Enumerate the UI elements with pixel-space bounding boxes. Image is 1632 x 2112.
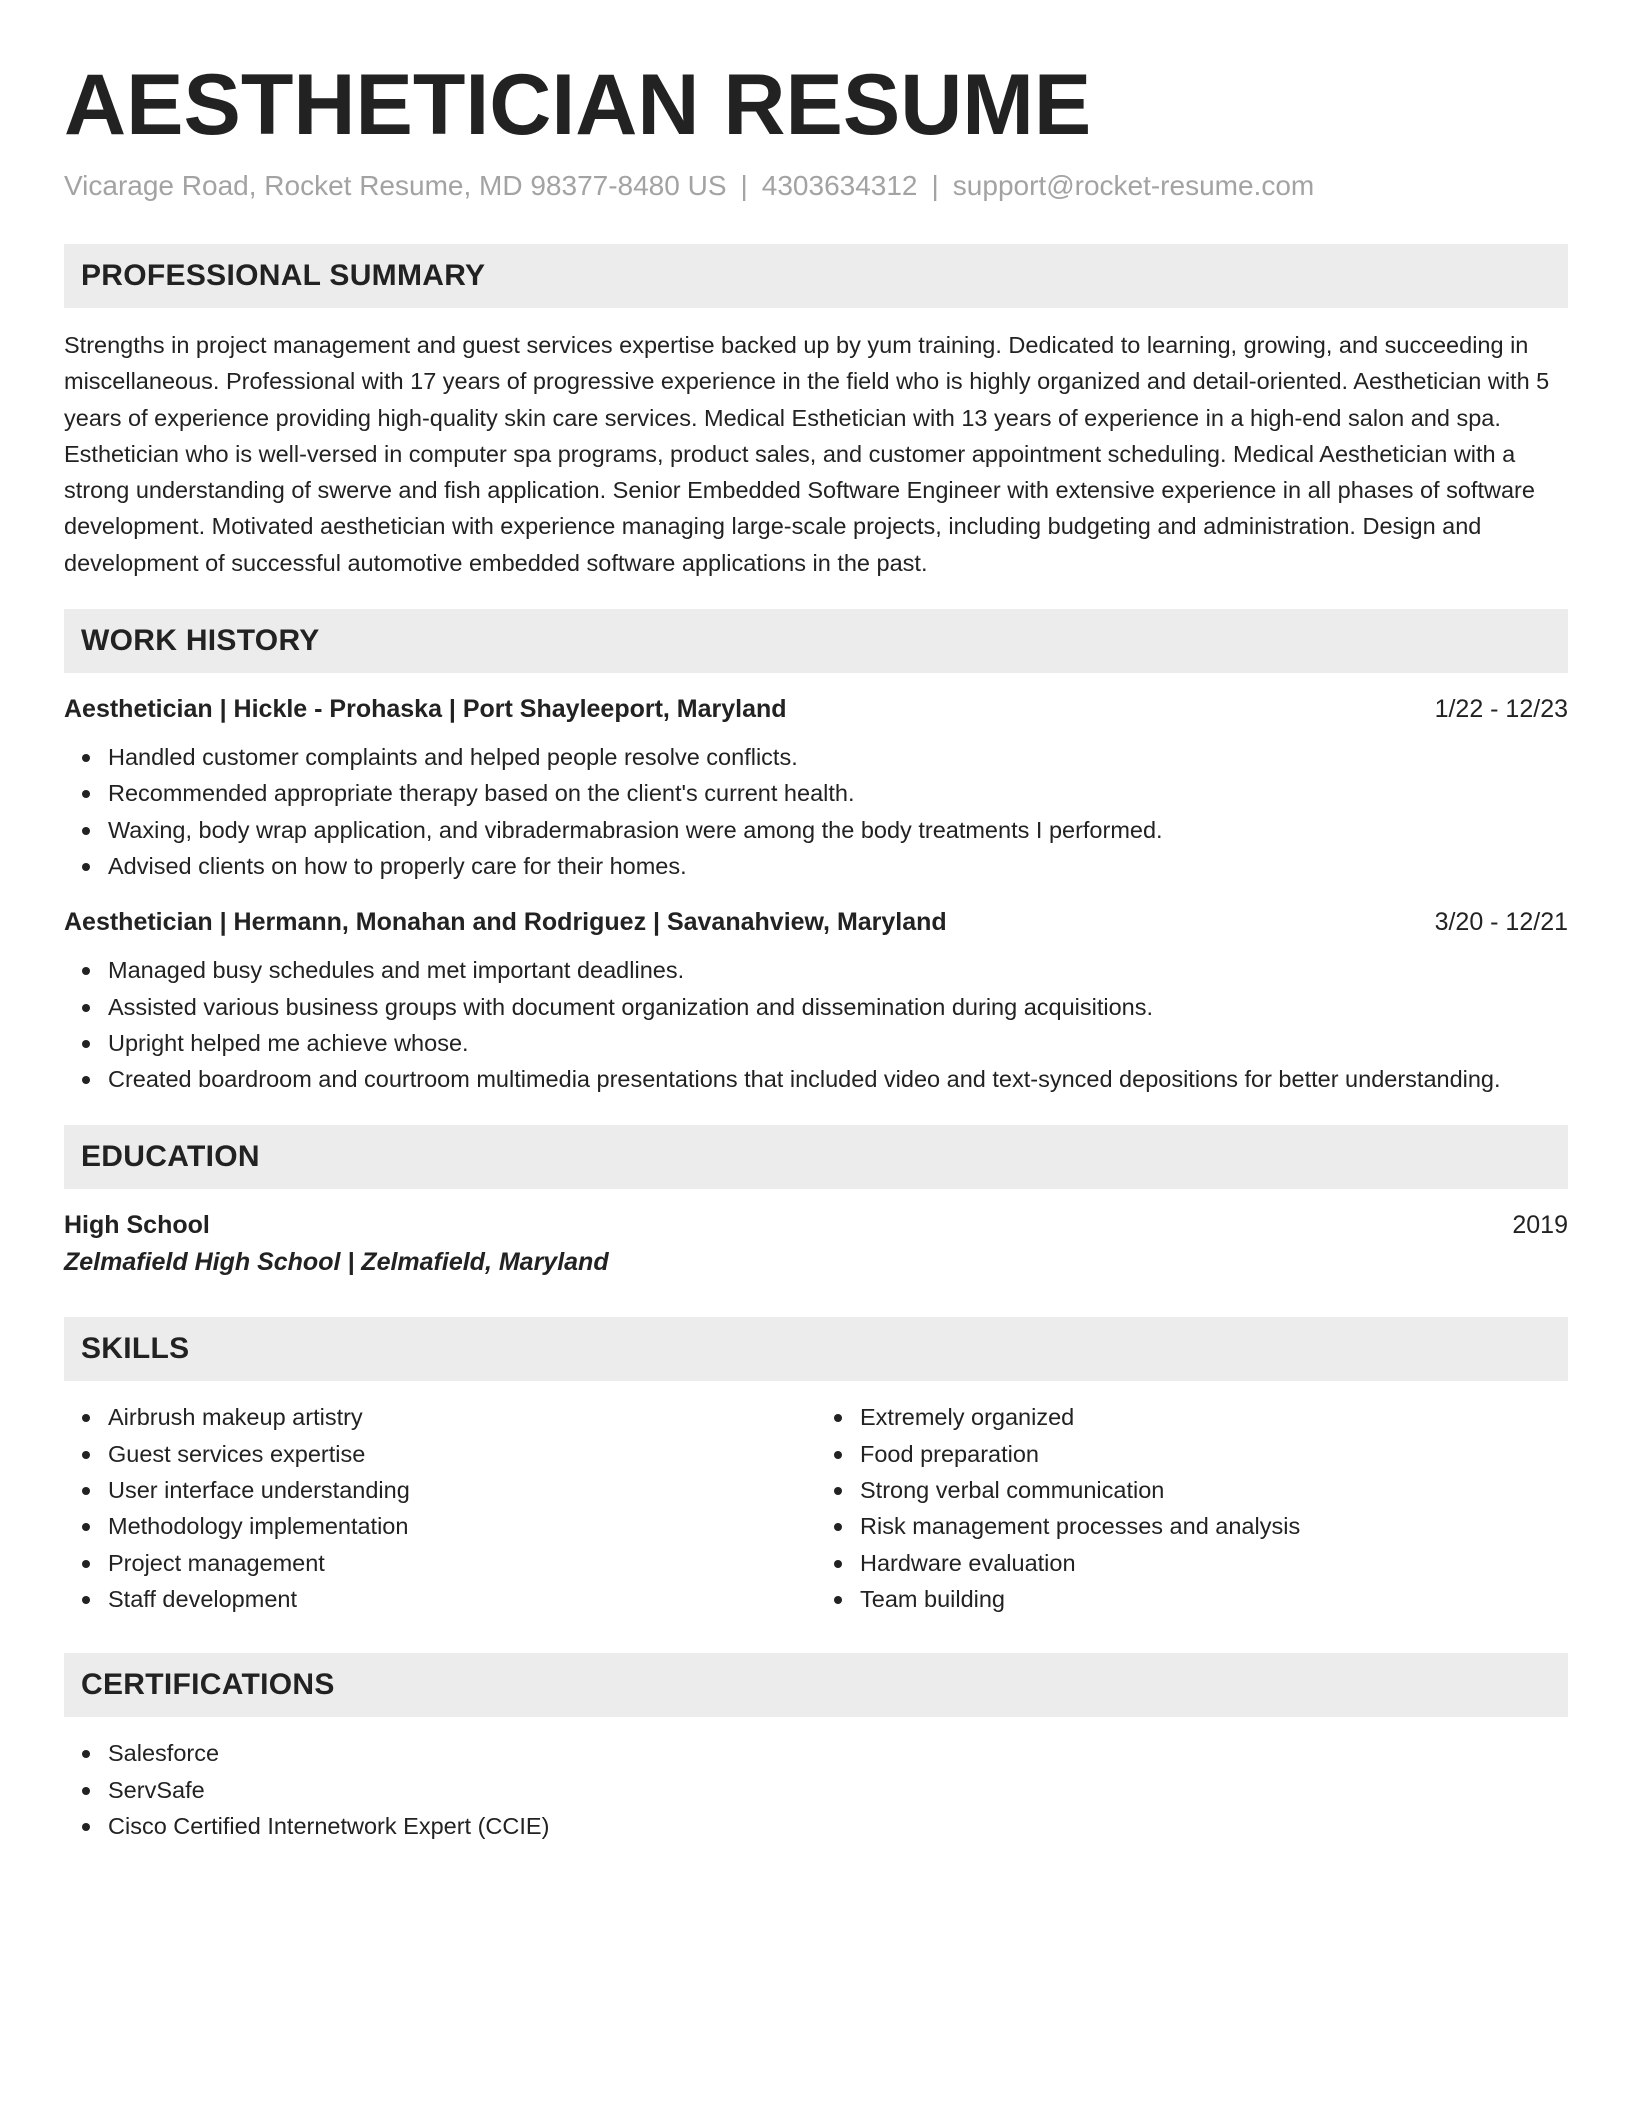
- job-header: [64, 693, 1568, 725]
- job-bullet: Recommended appropriate therapy based on the client's current health.: [108, 775, 1568, 811]
- education-section-header: [64, 1125, 1568, 1189]
- certifications-heading: CERTIFICATIONS: [81, 1668, 335, 1702]
- education-degree: High School: [64, 1211, 210, 1240]
- skill-item: Risk management processes and analysis: [860, 1508, 1568, 1544]
- education-header: [64, 1207, 1568, 1243]
- resume-title: AESTHETICIAN RESUME: [64, 57, 1092, 153]
- skill-item: Team building: [860, 1581, 1568, 1617]
- skills-columns: [64, 1399, 1568, 1617]
- job-bullet: Created boardroom and courtroom multimedia presentations that included video and text-synced depositions for better understanding.: [108, 1061, 1568, 1097]
- summary-heading: PROFESSIONAL SUMMARY: [81, 259, 486, 292]
- skill-item: Hardware evaluation: [860, 1545, 1568, 1581]
- job-dates: 3/20 - 12/21: [1434, 908, 1568, 937]
- job-bullet: Handled customer complaints and helped people resolve conflicts.: [108, 739, 1568, 775]
- job-bullet: Waxing, body wrap application, and vibradermabrasion were among the body treatments I performed.: [108, 812, 1568, 848]
- job-bullets: [64, 739, 1568, 884]
- skill-item: User interface understanding: [108, 1472, 816, 1508]
- summary-section-header: [64, 244, 1568, 308]
- contact-separator: |: [931, 170, 939, 201]
- work-section-header: [64, 609, 1568, 673]
- summary-text: Strengths in project management and guest services expertise backed up by yum training. Dedicated to learning, growing, and succeeding in miscellaneous. Professional with 17 years of progressive experience in the field who is highly organized and detail-oriented. Aesthetician with 5 years of experience providing high-quality skin care services. Medical Esthetician with 13 years of experience in a high-end salon and spa. Esthetician who is well-versed in computer spa programs, product sales, and customer appointment scheduling. Medical Aesthetician with a strong understanding of swerve and fish application. Senior Embedded Software Engineer with extensive experience in all phases of software development. Motivated aesthetician with experience managing large-scale projects, including budgeting and administration. Design and development of successful automotive embedded software applications in the past.: [64, 332, 1550, 576]
- skills-list-right: [816, 1399, 1568, 1617]
- skill-item: Strong verbal communication: [860, 1472, 1568, 1508]
- work-heading: WORK HISTORY: [81, 624, 320, 658]
- education-heading: EDUCATION: [81, 1140, 260, 1174]
- skill-item: Airbrush makeup artistry: [108, 1399, 816, 1435]
- skill-item: Extremely organized: [860, 1399, 1568, 1435]
- job-title: Aesthetician | Hermann, Monahan and Rodriguez | Savanahview, Maryland: [64, 908, 947, 937]
- contact-separator: |: [740, 170, 748, 201]
- job-title: Aesthetician | Hickle - Prohaska | Port Shayleeport, Maryland: [64, 695, 787, 724]
- job-bullet: Upright helped me achieve whose.: [108, 1025, 1568, 1061]
- contact-line: [64, 168, 1568, 204]
- skills-heading: SKILLS: [81, 1332, 190, 1366]
- contact-email: support@rocket-resume.com: [952, 170, 1315, 201]
- job-bullet: Managed busy schedules and met important deadlines.: [108, 952, 1568, 988]
- job-header: [64, 906, 1568, 938]
- certification-item: ServSafe: [108, 1772, 1568, 1808]
- skill-item: Project management: [108, 1545, 816, 1581]
- certification-item: Salesforce: [108, 1735, 1568, 1771]
- education-school: Zelmafield High School | Zelmafield, Maryland: [64, 1248, 609, 1277]
- job-bullet: Advised clients on how to properly care for their homes.: [108, 848, 1568, 884]
- job-bullets: [64, 952, 1568, 1097]
- certifications-section-header: [64, 1653, 1568, 1717]
- certifications-list: [64, 1735, 1568, 1844]
- contact-address: Vicarage Road, Rocket Resume, MD 98377-8480 US: [64, 170, 727, 201]
- skills-section-header: [64, 1317, 1568, 1381]
- contact-phone: 4303634312: [761, 170, 918, 201]
- skill-item: Food preparation: [860, 1436, 1568, 1472]
- education-year: 2019: [1512, 1211, 1568, 1240]
- job-entry: [64, 906, 1568, 1097]
- job-dates: 1/22 - 12/23: [1434, 695, 1568, 724]
- skill-item: Staff development: [108, 1581, 816, 1617]
- skill-item: Methodology implementation: [108, 1508, 816, 1544]
- skill-item: Guest services expertise: [108, 1436, 816, 1472]
- job-bullet: Assisted various business groups with document organization and dissemination during acquisitions.: [108, 989, 1568, 1025]
- skills-list-left: [64, 1399, 816, 1617]
- certification-item: Cisco Certified Internetwork Expert (CCIE): [108, 1808, 1568, 1844]
- job-entry: [64, 693, 1568, 884]
